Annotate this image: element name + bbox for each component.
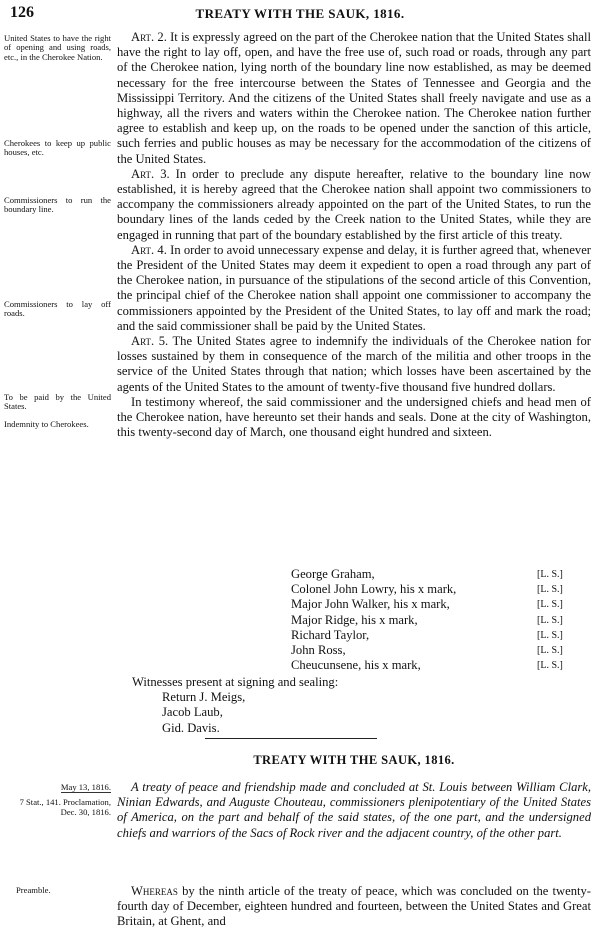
treaty-title: TREATY WITH THE SAUK, 1816.: [253, 753, 455, 767]
signature-line: Colonel John Lowry, his x mark, [L. S.]: [291, 582, 563, 597]
margin-note-indemnity: Indemnity to Cherokees.: [4, 419, 89, 429]
signature-list: [291, 567, 591, 673]
seal-mark: [L. S.]: [537, 599, 563, 611]
page-number: 126: [10, 4, 34, 21]
witness-name: Jacob Laub,: [162, 705, 223, 720]
signature-line: John Ross, [L. S.]: [291, 642, 563, 657]
margin-note-roads: Commissioners to lay off roads.: [4, 299, 111, 319]
signature-line: Cheucunsene, his x mark, [L. S.]: [291, 658, 563, 673]
article-3: Art. 3. In order to preclude any dispute hereafter, relative to the boundary line now established, it is hereby agreed that the Cherokee nation shall appoint two commissioners to accompany the commissioners already appointed on the part of the United States, to run the boundary lines of the lands ceded by the Creek nation to the United States, while they are engaged in running that part of the boundary established by the first article of this treaty.: [117, 166, 591, 242]
witness-name: Gid. Davis.: [162, 720, 220, 735]
seal-mark: [L. S.]: [537, 660, 563, 672]
margin-note-boundary: Commissioners to run the boundary line.: [4, 195, 111, 215]
seal-mark: [L. S.]: [537, 629, 563, 641]
article-4: Art. 4. In order to avoid unnecessary expense and delay, it is further agreed that, whenever the President of the United States may deem it expedient to open a road through any part of the Cherokee nation, in pursuance of the stipulations of the second article of this Convention, the principal chief of the Cherokee nation shall appoint one commissioner to accompany the commissioners appointed by the President of the United States, to lay off and mark the road; and the said commissioner shall be paid by the United States.: [117, 242, 591, 333]
running-title: TREATY WITH THE SAUK, 1816.: [195, 6, 405, 21]
witnesses-block: [132, 675, 572, 736]
seal-mark: [L. S.]: [537, 644, 563, 656]
margin-note-paid: To be paid by the United States.: [4, 392, 111, 412]
margin-note-road: United States to have the right of opening and using roads, etc., in the Cherokee Nation.: [4, 33, 111, 62]
seal-mark: [L. S.]: [537, 614, 563, 626]
articles-text: [117, 30, 591, 440]
signature-line: Richard Taylor, [L. S.]: [291, 627, 563, 642]
margin-note-date: May 13, 1816.: [60, 782, 111, 792]
margin-note-citation: 7 Stat., 141. Proclamation, Dec. 30, 1816.: [19, 797, 111, 817]
margin-note-houses: Cherokees to keep up public houses, etc.: [4, 138, 111, 158]
article-2: Art. 2. It is expressly agreed on the part of the Cherokee nation that the United States shall have the right to lay off, open, and have the free use of, such road or roads, through any part of the Cherokee nation, lying north of the boundary line now established, as may be deemed necessary for the free intercourse between the States of Tennessee and Georgia and the Mississippi Territory. And the citizens of the United States shall freely navigate and use as a highway, all the rivers and waters within the Cherokee nation. The Cherokee nation further agree to establish and keep up, on the roads to be opened under the sanction of this article, such ferries and public houses as may be necessary for the accommodation of the citizens of the United States.: [117, 30, 591, 166]
whereas-paragraph: Whereas by the ninth article of the treaty of peace, which was concluded on the twenty-fourth day of December, eighteen hundred and fourteen, between the United States and Great Britain, at Ghent, and: [117, 884, 592, 929]
margin-note-preamble: Preamble.: [16, 885, 51, 895]
article-5: Art. 5. The United States agree to indemnify the individuals of the Cherokee nation for losses sustained by them in consequence of the march of the militia and other troops in the service of the United States through that nation; which losses have been ascertained by the agents of the United States to the amount of twenty-five thousand five hundred dollars.: [117, 334, 591, 394]
section-divider: [205, 738, 377, 739]
seal-mark: [L. S.]: [537, 569, 563, 580]
testimony-paragraph: In testimony whereof, the said commissioner and the undersigned chiefs and head men of the Cherokee nation, have hereunto set their hands and seals. Done at the city of Washington, this twenty-second day of March, one thousand eight hundred and sixteen.: [117, 394, 591, 440]
signature-line: George Graham, [L. S.]: [291, 567, 563, 581]
witnesses-label: Witnesses present at signing and sealing:: [132, 675, 339, 689]
signature-line: Major John Walker, his x mark, [L. S.]: [291, 597, 563, 612]
treaty-intro: A treaty of peace and friendship made and concluded at St. Louis between William Clark, Ninian Edwards, and Auguste Chouteau, commissioners plenipotentiary of the United States of America, on the part and behalf of the said states, of the one part, and the undersigned chiefs and warriors of the Sacs of Rock river and the adjacent country, of the other part.: [117, 780, 591, 840]
seal-mark: [L. S.]: [537, 584, 563, 596]
page-header: [10, 4, 590, 26]
witness-name: Return J. Meigs,: [162, 690, 246, 705]
signature-line: Major Ridge, his x mark, [L. S.]: [291, 612, 563, 627]
